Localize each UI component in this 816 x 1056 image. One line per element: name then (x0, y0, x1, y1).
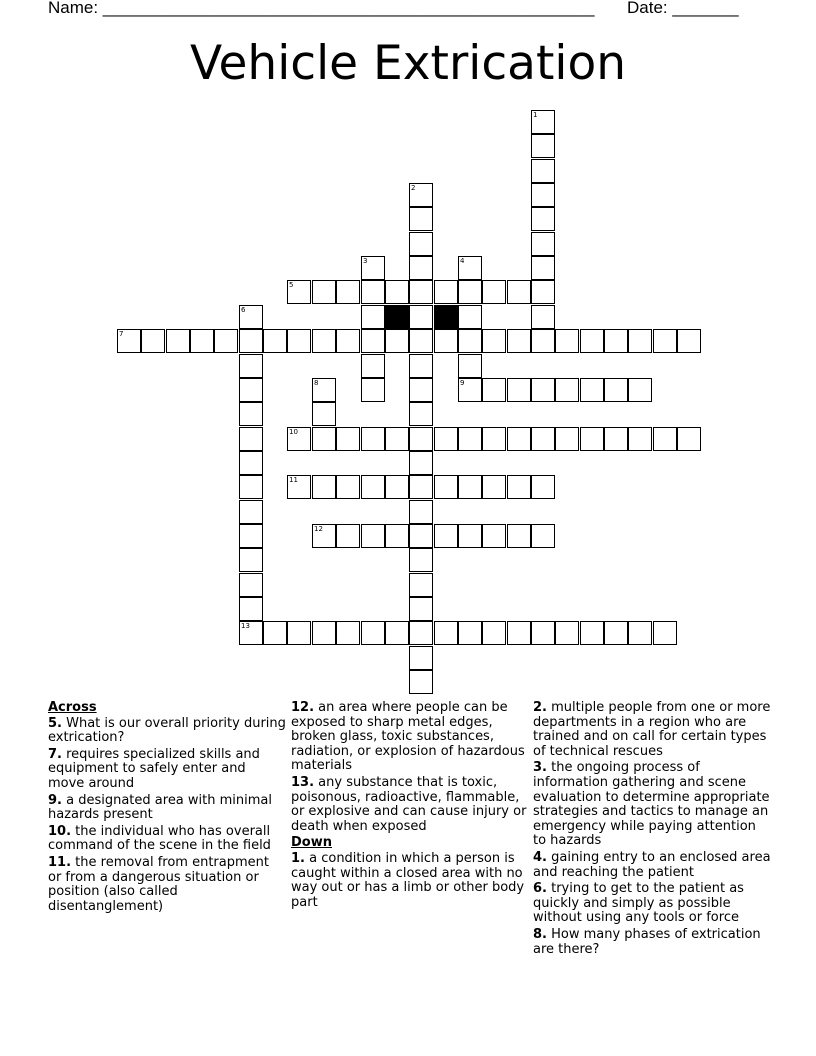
grid-cell[interactable] (531, 134, 555, 158)
grid-cell[interactable] (482, 427, 506, 451)
grid-cell[interactable] (458, 305, 482, 329)
date-label: Date: (627, 0, 673, 17)
grid-cell[interactable] (677, 329, 701, 353)
grid-cell[interactable] (628, 427, 652, 451)
clue-down-2: 2. multiple people from one or more departments in a region who are trained and on call for certain types of technical rescues (533, 700, 771, 759)
grid-cell[interactable] (628, 378, 652, 402)
clue-number-label: 4 (460, 257, 465, 265)
clue-across-12: 12. an area where people can be exposed to sharp metal edges, broken glass, toxic substances, radiation, or explosion of hazardous materials (291, 700, 525, 774)
grid-cell[interactable] (385, 621, 409, 645)
across-heading: Across (48, 700, 97, 715)
grid-cell[interactable] (336, 475, 360, 499)
page-title: Vehicle Extrication (189, 36, 626, 91)
name-line: ____________________________________________________ (102, 0, 595, 17)
grid-cell[interactable] (239, 524, 263, 548)
grid-cell[interactable] (312, 621, 336, 645)
grid-cell[interactable] (239, 402, 263, 426)
grid-cell[interactable] (409, 354, 433, 378)
grid-cell[interactable] (409, 427, 433, 451)
clues-column-3 (533, 701, 771, 959)
clue-number-label: 9 (460, 379, 465, 387)
grid-cell[interactable] (458, 329, 482, 353)
grid-cell[interactable] (531, 305, 555, 329)
grid-cell[interactable] (312, 427, 336, 451)
grid-cell[interactable] (507, 621, 531, 645)
grid-cell[interactable] (409, 597, 433, 621)
grid-cell[interactable] (482, 378, 506, 402)
clue-number-label: 1 (533, 111, 538, 119)
grid-cell[interactable] (507, 524, 531, 548)
grid-cell[interactable] (190, 329, 214, 353)
grid-cell[interactable] (239, 597, 263, 621)
grid-cell[interactable] (336, 329, 360, 353)
grid-cell[interactable] (555, 329, 579, 353)
clue-down-1: 1. a condition in which a person is caught within a closed area with no way out or has a limb or other body part (291, 850, 525, 910)
grid-cell[interactable] (482, 280, 506, 304)
grid-cell[interactable] (482, 475, 506, 499)
grid-cell[interactable] (604, 621, 628, 645)
grid-cell[interactable] (531, 621, 555, 645)
blocked-cell (434, 305, 458, 329)
grid-cell[interactable] (409, 548, 433, 572)
clue-number-label: 7 (119, 330, 124, 338)
grid-cell[interactable] (409, 646, 433, 670)
grid-cell[interactable] (531, 329, 555, 353)
grid-cell[interactable] (239, 427, 263, 451)
grid-cell[interactable] (385, 475, 409, 499)
grid-cell[interactable] (239, 329, 263, 353)
grid-cell[interactable] (482, 329, 506, 353)
down-heading: Down (291, 835, 332, 851)
grid-cell[interactable] (239, 378, 263, 402)
grid-cell[interactable] (361, 427, 385, 451)
clue-number-label: 5 (289, 281, 294, 289)
clue-down-6: 6. trying to get to the patient as quickly and simply as possible without using any tools or force (533, 881, 744, 926)
grid-cell[interactable] (458, 280, 482, 304)
grid-cell[interactable] (628, 329, 652, 353)
clue-across-5: 5. What is our overall priority during extrication? (48, 715, 286, 746)
grid-cell[interactable] (409, 573, 433, 597)
grid-cell[interactable] (263, 329, 287, 353)
grid-cell[interactable] (604, 427, 628, 451)
grid-cell[interactable] (434, 475, 458, 499)
grid-cell[interactable] (458, 354, 482, 378)
grid-cell[interactable] (385, 329, 409, 353)
grid-cell[interactable] (531, 378, 555, 402)
grid-cell[interactable] (434, 621, 458, 645)
grid-cell[interactable] (531, 207, 555, 231)
grid-cell[interactable] (385, 427, 409, 451)
grid-cell[interactable] (361, 280, 385, 304)
grid-cell[interactable] (385, 280, 409, 304)
grid-cell[interactable] (580, 427, 604, 451)
grid-cell[interactable] (361, 475, 385, 499)
clue-number-label: 8 (314, 379, 319, 387)
grid-cell[interactable] (507, 329, 531, 353)
grid-cell[interactable] (653, 427, 677, 451)
grid-cell[interactable] (507, 280, 531, 304)
grid-cell[interactable] (239, 573, 263, 597)
grid-cell[interactable] (263, 621, 287, 645)
grid-cell[interactable] (555, 378, 579, 402)
grid-cell[interactable] (409, 256, 433, 280)
grid-cell[interactable] (458, 427, 482, 451)
clue-number-label: 13 (241, 622, 250, 630)
grid-cell[interactable] (361, 354, 385, 378)
grid-cell[interactable] (677, 427, 701, 451)
grid-cell[interactable] (239, 475, 263, 499)
clue-number-label: 2 (411, 184, 416, 192)
grid-cell[interactable] (409, 329, 433, 353)
grid-cell[interactable] (653, 621, 677, 645)
grid-cell[interactable] (434, 280, 458, 304)
grid-cell[interactable] (458, 475, 482, 499)
grid-cell[interactable] (409, 500, 433, 524)
grid-cell[interactable] (361, 329, 385, 353)
grid-cell[interactable] (434, 329, 458, 353)
grid-cell[interactable] (287, 329, 311, 353)
clue-number-label: 11 (289, 476, 298, 484)
grid-cell[interactable] (507, 427, 531, 451)
grid-cell[interactable] (361, 378, 385, 402)
grid-cell[interactable] (555, 621, 579, 645)
clue-across-11: 11. the removal from entrapment or from a dangerous situation or position (also called disentanglement) (48, 854, 269, 914)
grid-cell[interactable] (239, 500, 263, 524)
grid-cell[interactable] (604, 378, 628, 402)
blocked-cell (385, 305, 409, 329)
grid-cell[interactable] (580, 329, 604, 353)
clue-number-label: 12 (314, 525, 323, 533)
grid-cell[interactable] (580, 621, 604, 645)
clue-down-8: 8. How many phases of extrication are there? (533, 926, 761, 957)
grid-cell[interactable] (507, 378, 531, 402)
grid-cell[interactable] (312, 329, 336, 353)
grid-cell[interactable] (409, 378, 433, 402)
grid-cell[interactable] (409, 207, 433, 231)
clue-across-10: 10. the individual who has overall command of the scene in the field (48, 823, 271, 854)
grid-cell[interactable] (531, 427, 555, 451)
grid-cell[interactable] (653, 329, 677, 353)
grid-cell[interactable] (336, 280, 360, 304)
grid-cell[interactable] (458, 524, 482, 548)
grid-cell[interactable] (336, 427, 360, 451)
grid-cell[interactable] (458, 621, 482, 645)
grid-cell[interactable] (482, 524, 506, 548)
grid-cell[interactable] (385, 524, 409, 548)
grid-cell[interactable] (580, 378, 604, 402)
grid-cell[interactable] (507, 475, 531, 499)
grid-cell[interactable] (214, 329, 238, 353)
name-label: Name: (48, 0, 103, 17)
clue-across-9: 9. a designated area with minimal hazards present (48, 792, 272, 823)
grid-cell[interactable] (361, 305, 385, 329)
grid-cell[interactable] (409, 524, 433, 548)
grid-cell[interactable] (409, 232, 433, 256)
grid-cell[interactable] (239, 451, 263, 475)
grid-cell[interactable] (531, 183, 555, 207)
grid-cell[interactable] (531, 524, 555, 548)
grid-cell[interactable] (312, 280, 336, 304)
grid-cell[interactable] (531, 280, 555, 304)
grid-cell[interactable] (531, 475, 555, 499)
clue-number-label: 3 (363, 257, 368, 265)
grid-cell[interactable] (482, 621, 506, 645)
clue-number-label: 10 (289, 428, 298, 436)
grid-cell[interactable] (409, 402, 433, 426)
clues-column-2 (291, 701, 529, 912)
grid-cell[interactable] (409, 451, 433, 475)
grid-cell[interactable] (239, 354, 263, 378)
grid-cell[interactable] (409, 280, 433, 304)
grid-cell[interactable] (434, 524, 458, 548)
grid-cell[interactable] (531, 232, 555, 256)
grid-cell[interactable] (409, 305, 433, 329)
grid-cell[interactable] (239, 548, 263, 572)
clue-number-label: 6 (241, 306, 246, 314)
grid-cell[interactable] (434, 427, 458, 451)
grid-cell[interactable] (409, 621, 433, 645)
grid-cell[interactable] (336, 524, 360, 548)
grid-cell[interactable] (361, 524, 385, 548)
grid-cell[interactable] (312, 475, 336, 499)
clue-down-4: 4. gaining entry to an enclosed area and reaching the patient (533, 849, 771, 880)
grid-cell[interactable] (604, 329, 628, 353)
grid-cell[interactable] (531, 159, 555, 183)
grid-cell[interactable] (141, 329, 165, 353)
grid-cell[interactable] (287, 621, 311, 645)
grid-cell[interactable] (409, 475, 433, 499)
grid-cell[interactable] (409, 670, 433, 694)
grid-cell[interactable] (555, 427, 579, 451)
date-line: _______ (672, 0, 739, 17)
grid-cell[interactable] (361, 621, 385, 645)
clues-column-1 (48, 701, 286, 916)
grid-cell[interactable] (531, 256, 555, 280)
grid-cell[interactable] (312, 402, 336, 426)
grid-cell[interactable] (166, 329, 190, 353)
grid-cell[interactable] (336, 621, 360, 645)
clue-across-7: 7. requires specialized skills and equipment to safely enter and move around (48, 746, 260, 791)
grid-cell[interactable] (628, 621, 652, 645)
clue-across-13: 13. any substance that is toxic, poisonous, radioactive, flammable, or explosive and can cause injury or death when exposed (291, 774, 527, 834)
clue-down-3: 3. the ongoing process of information gathering and scene evaluation to determine appropriate strategies and tactics to manage an emergency while paying attention to hazards (533, 760, 770, 849)
